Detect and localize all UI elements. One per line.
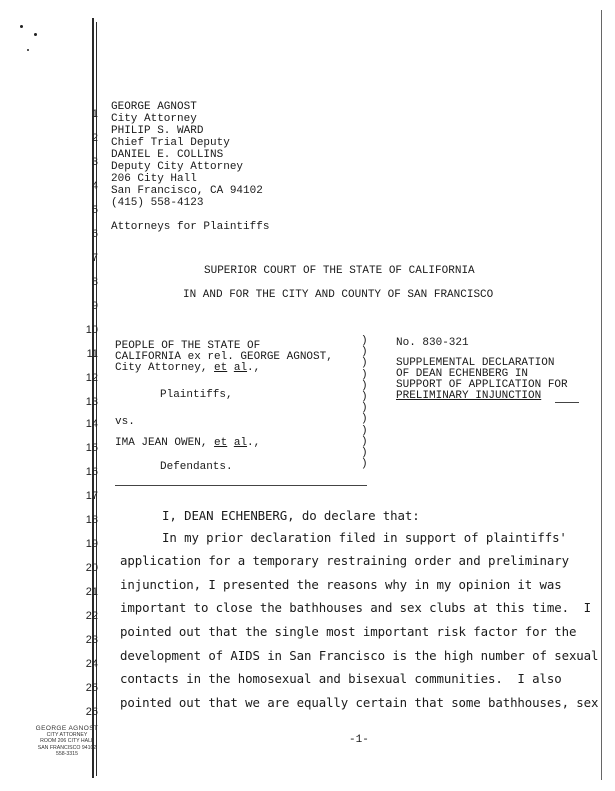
- stamp-line: ROOM 206 CITY HALL: [40, 738, 94, 745]
- et-underlined: et: [214, 362, 228, 374]
- al-underlined: al: [233, 437, 248, 449]
- plaintiff-party-text: City Attorney,: [115, 362, 215, 374]
- right-margin-rule: [601, 10, 602, 780]
- deputy-title: Deputy City Attorney: [111, 161, 244, 173]
- plaintiff-party-end: .,: [247, 362, 261, 374]
- body-line: application for a temporary restraining order and preliminary: [120, 553, 569, 568]
- stamp-line: 558-3315: [56, 750, 78, 757]
- body-line: injunction, I presented the reasons why in my opinion it was: [120, 577, 562, 592]
- address-line: 206 City Hall: [111, 173, 197, 185]
- line-number: 17: [85, 490, 98, 502]
- line-number: 3: [91, 156, 98, 168]
- phone-number: (415) 558-4123: [111, 197, 204, 209]
- attorneys-for: Attorneys for Plaintiffs: [111, 221, 270, 233]
- declaration-intro: I, DEAN ECHENBERG, do declare that:: [162, 508, 420, 523]
- line-number: 20: [85, 562, 98, 574]
- line-number: 12: [85, 372, 98, 384]
- document-title-line: OF DEAN ECHENBERG IN: [396, 368, 529, 380]
- line-number: 7: [91, 252, 98, 264]
- document-title-line: SUPPORT OF APPLICATION FOR: [396, 379, 568, 391]
- line-number: 1: [91, 108, 98, 120]
- city-attorney-stamp: [26, 726, 108, 757]
- caption-parentheses: ) ) ) ) ) ) ) ) ) ) ) ): [361, 335, 368, 471]
- scan-speck: [34, 33, 37, 36]
- line-number: 5: [91, 204, 98, 216]
- line-number: 18: [85, 514, 98, 526]
- defendant-party-space: [227, 437, 234, 449]
- plaintiffs-label: Plaintiffs,: [160, 389, 233, 401]
- et-underlined: et: [214, 437, 228, 449]
- stamp-name: GEORGE AGNOST: [35, 725, 99, 732]
- body-line: In my prior declaration filed in support of plaintiffs': [162, 530, 567, 545]
- defendant-party: [115, 437, 260, 449]
- plaintiff-party: PEOPLE OF THE STATE OF: [115, 340, 261, 352]
- line-number: 10: [85, 324, 98, 336]
- stamp-line: CITY ATTORNEY: [46, 732, 88, 739]
- line-number: 11: [86, 348, 98, 360]
- line-number: 26: [85, 706, 98, 718]
- plaintiff-party: [115, 363, 260, 374]
- body-line: important to close the bathhouses and sex clubs at this time. I: [120, 600, 592, 615]
- case-number: No. 830-321: [396, 337, 469, 349]
- defendant-party-end: .,: [247, 437, 261, 449]
- line-number: 15: [85, 442, 98, 454]
- deputy-name: DANIEL E. COLLINS: [111, 149, 224, 161]
- line-number: 6: [91, 228, 98, 240]
- line-number: 2: [91, 132, 98, 144]
- plaintiff-party: CALIFORNIA ex rel. GEORGE AGNOST,: [115, 351, 333, 363]
- page-number: -1-: [349, 734, 369, 746]
- line-number: 22: [85, 610, 98, 622]
- attorney-title: City Attorney: [111, 113, 197, 125]
- body-line: development of AIDS in San Francisco is the high number of sexual: [120, 648, 599, 663]
- court-county: IN AND FOR THE CITY AND COUNTY OF SAN FRANCISCO: [183, 289, 494, 301]
- al-underlined: al: [233, 362, 248, 374]
- body-line: contacts in the homosexual and bisexual communities. I also: [120, 671, 562, 686]
- address-line: San Francisco, CA 94102: [111, 185, 263, 197]
- defendant-party-text: IMA JEAN OWEN,: [115, 437, 215, 449]
- line-number: 16: [85, 466, 98, 478]
- court-name: SUPERIOR COURT OF THE STATE OF CALIFORNIA: [204, 265, 475, 277]
- line-number: 21: [85, 586, 98, 598]
- line-number: 8: [91, 276, 98, 288]
- line-number: 19: [85, 538, 98, 550]
- line-number: 25: [85, 682, 98, 694]
- plaintiff-party-space: [227, 362, 234, 374]
- line-number: 14: [85, 418, 98, 430]
- scan-speck: [27, 49, 29, 51]
- title-underline-extension: [555, 402, 579, 403]
- versus: vs.: [115, 416, 135, 428]
- document-title-line: SUPPLEMENTAL DECLARATION: [396, 357, 555, 369]
- body-line: pointed out that the single most important risk factor for the: [120, 624, 577, 639]
- deputy-title: Chief Trial Deputy: [111, 137, 230, 149]
- caption-bottom-rule: [115, 485, 367, 486]
- deputy-name: PHILIP S. WARD: [111, 125, 204, 137]
- line-number: 13: [85, 396, 98, 408]
- defendants-label: Defendants.: [160, 461, 233, 473]
- document-title-line: PRELIMINARY INJUNCTION: [396, 390, 542, 402]
- attorney-name: GEORGE AGNOST: [111, 101, 197, 113]
- line-number: 4: [91, 180, 98, 192]
- line-number: 23: [85, 634, 98, 646]
- scan-speck: [20, 25, 23, 28]
- stamp-line: SAN FRANCISCO 94102: [37, 744, 97, 751]
- line-number: 9: [91, 300, 98, 312]
- line-number: 24: [85, 658, 98, 670]
- body-line: pointed out that we are equally certain that some bathhouses, sex: [120, 695, 599, 710]
